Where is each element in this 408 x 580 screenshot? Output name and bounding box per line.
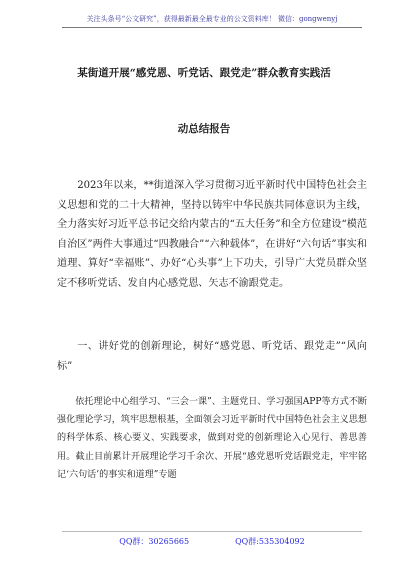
paragraph-body: 依托理论中心组学习、“三会一课”、主题党日、学习强国APP等方式不断强化理论学习，筑牢思想根基，全面领会习近平新时代中国特色社会主义思想的科学体系、核心要义、实践要求，做到对党的创新理论入心见行、善思善用。截止目前累计开展理论学习千余次、开展“感党恩听党话跟党走，牢牢铭记‘六句话’的事实和道理”专题 [57, 397, 368, 480]
section-heading-1: 一、讲好党的创新理论，树好“感党恩、听党话、跟党走”“风向标” [57, 341, 367, 372]
footer-qq-group-2: QQ群:535304092 [235, 537, 305, 546]
paragraph-intro: 2023年以来，**街道深入学习贯彻习近平新时代中国特色社会主义思想和党的二十大精神，坚持以铸牢中华民族共同体意识为主线，全力落实好习近平总书记交给内蒙古的“五大任务”和全方位建设“模范自治区”两件大事通过“四教融合”“六种载体”，在讲好“六句话”事实和道理、算好“幸福账”、办好“心头事”上下功夫，引导广大党员群众坚定不移听党话、发自内心感党恩、矢志不渝跟党走。 [57, 180, 367, 289]
document-title: 某街道开展“感党恩、听党话、跟党走”群众教育实践活 [77, 67, 331, 79]
header-banner: 关注头条号“公文研究”，获得最新最全最专业的公文资料库！ 微信：gongwenyj [62, 14, 362, 28]
document-subtitle: 动总结报告 [177, 123, 231, 135]
footer-qq-group-1: QQ群：30265665 [119, 537, 190, 546]
footer-bar [62, 531, 362, 547]
